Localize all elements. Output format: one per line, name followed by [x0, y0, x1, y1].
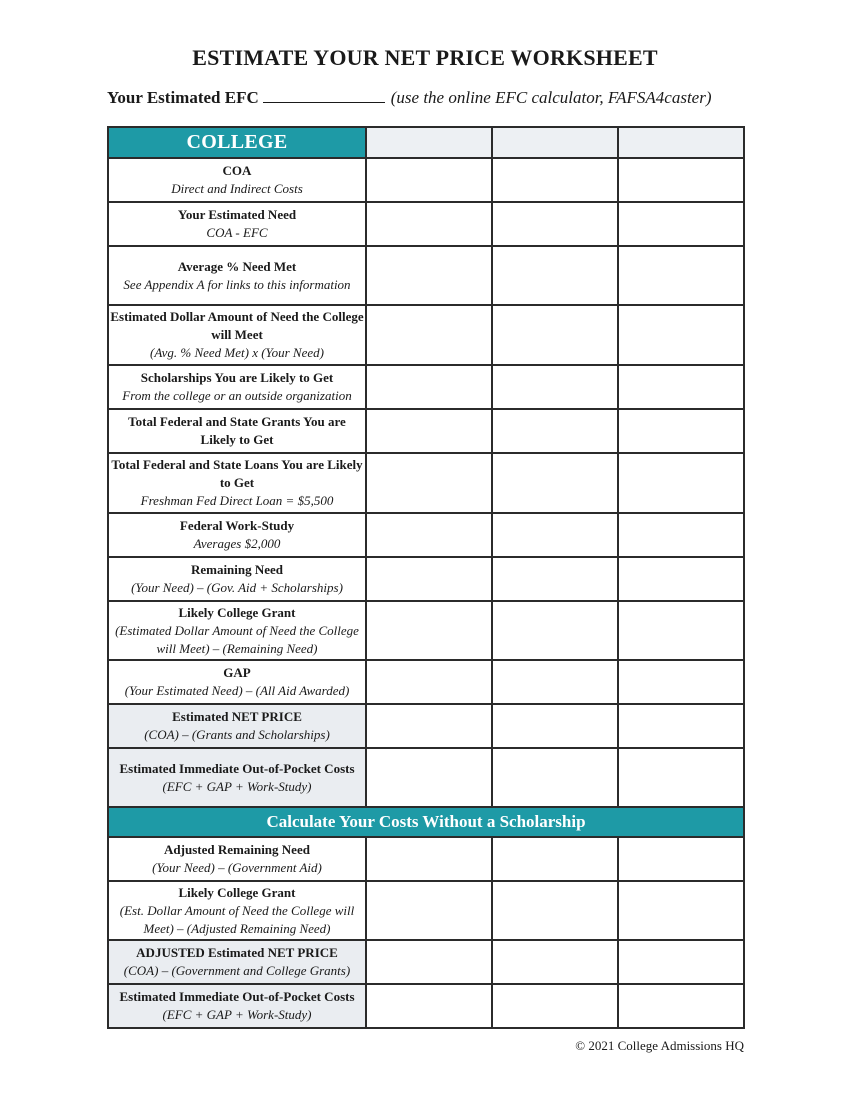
row-title: Federal Work-Study: [179, 518, 295, 533]
value-cell[interactable]: [492, 513, 618, 557]
row-label: [108, 365, 366, 409]
college-name-cell-2[interactable]: [492, 127, 618, 158]
section-header: Calculate Your Costs Without a Scholarship: [108, 807, 744, 837]
value-cell[interactable]: [618, 513, 744, 557]
value-cell[interactable]: [618, 158, 744, 202]
college-header: COLLEGE: [108, 127, 366, 158]
value-cell[interactable]: [366, 557, 492, 601]
value-cell[interactable]: [366, 748, 492, 807]
table-row: [108, 748, 744, 807]
row-title: Your Estimated Need: [177, 207, 297, 222]
copyright-notice: © 2021 College Admissions HQ: [575, 1038, 744, 1053]
row-label: [108, 984, 366, 1028]
row-label: [108, 940, 366, 984]
table-row: [108, 984, 744, 1028]
value-cell[interactable]: [492, 158, 618, 202]
row-subtitle: (Your Need) – (Gov. Aid + Scholarships): [131, 580, 343, 595]
value-cell[interactable]: [492, 365, 618, 409]
row-title: GAP: [223, 665, 251, 680]
table-row: [108, 837, 744, 881]
value-cell[interactable]: [492, 202, 618, 246]
worksheet-table: [107, 126, 745, 1029]
value-cell[interactable]: [492, 704, 618, 748]
value-cell[interactable]: [492, 984, 618, 1028]
row-subtitle: Freshman Fed Direct Loan = $5,500: [140, 493, 334, 508]
row-label: [108, 409, 366, 453]
row-label: [108, 704, 366, 748]
value-cell[interactable]: [618, 748, 744, 807]
table-row: [108, 453, 744, 513]
value-cell[interactable]: [366, 837, 492, 881]
value-cell[interactable]: [618, 305, 744, 365]
row-subtitle: (Est. Dollar Amount of Need the College will Meet) – (Adjusted Remaining Need): [119, 902, 355, 936]
row-label: [108, 513, 366, 557]
row-subtitle: (COA) – (Government and College Grants): [123, 963, 351, 978]
row-label: [108, 837, 366, 881]
efc-note: (use the online EFC calculator, FAFSA4caster): [390, 88, 712, 107]
value-cell[interactable]: [366, 305, 492, 365]
row-label: [108, 158, 366, 202]
row-title: Likely College Grant: [178, 604, 296, 620]
value-cell[interactable]: [366, 453, 492, 513]
row-label: [108, 305, 366, 365]
value-cell[interactable]: [492, 881, 618, 940]
table-header-row: [108, 127, 744, 158]
value-cell[interactable]: [366, 246, 492, 305]
table-row: [108, 660, 744, 704]
value-cell[interactable]: [618, 881, 744, 940]
value-cell[interactable]: [366, 601, 492, 660]
value-cell[interactable]: [492, 453, 618, 513]
row-subtitle: COA - EFC: [206, 225, 268, 240]
value-cell[interactable]: [618, 202, 744, 246]
row-label: [108, 748, 366, 807]
row-subtitle: (Avg. % Need Met) x (Your Need): [150, 345, 324, 360]
row-title: Total Federal and State Grants You are Likely to Get: [128, 414, 346, 447]
table-row: [108, 940, 744, 984]
value-cell[interactable]: [618, 365, 744, 409]
value-cell[interactable]: [492, 601, 618, 660]
row-title: Estimated Immediate Out-of-Pocket Costs: [119, 989, 355, 1004]
section-header-row: [108, 807, 744, 837]
value-cell[interactable]: [618, 660, 744, 704]
row-subtitle: (Estimated Dollar Amount of Need the College will Meet) – (Remaining Need): [115, 622, 359, 656]
row-label: [108, 246, 366, 305]
value-cell[interactable]: [366, 704, 492, 748]
value-cell[interactable]: [492, 557, 618, 601]
value-cell[interactable]: [492, 748, 618, 807]
value-cell[interactable]: [492, 660, 618, 704]
college-name-cell-1[interactable]: [366, 127, 492, 158]
row-subtitle: Direct and Indirect Costs: [171, 181, 303, 196]
row-subtitle: (EFC + GAP + Work-Study): [162, 1007, 312, 1022]
row-subtitle: (EFC + GAP + Work-Study): [162, 778, 312, 794]
table-row: [108, 601, 744, 660]
row-title: Estimated Immediate Out-of-Pocket Costs: [119, 760, 355, 776]
row-label: [108, 660, 366, 704]
efc-label: Your Estimated EFC: [107, 88, 259, 107]
table-row: [108, 557, 744, 601]
table-row: [108, 158, 744, 202]
value-cell[interactable]: [492, 837, 618, 881]
value-cell[interactable]: [618, 409, 744, 453]
value-cell[interactable]: [618, 984, 744, 1028]
table-row: [108, 409, 744, 453]
page-title: ESTIMATE YOUR NET PRICE WORKSHEET: [192, 45, 658, 70]
table-row: [108, 513, 744, 557]
value-cell[interactable]: [492, 305, 618, 365]
value-cell[interactable]: [618, 453, 744, 513]
value-cell[interactable]: [366, 984, 492, 1028]
value-cell[interactable]: [618, 837, 744, 881]
college-name-cell-3[interactable]: [618, 127, 744, 158]
table-row: [108, 881, 744, 940]
row-subtitle: (COA) – (Grants and Scholarships): [144, 727, 330, 742]
row-title: ADJUSTED Estimated NET PRICE: [136, 945, 338, 960]
row-label: [108, 557, 366, 601]
value-cell[interactable]: [366, 202, 492, 246]
value-cell[interactable]: [366, 158, 492, 202]
row-subtitle: (Your Need) – (Government Aid): [152, 860, 322, 875]
table-row: [108, 246, 744, 305]
value-cell[interactable]: [492, 246, 618, 305]
row-title: Likely College Grant: [178, 884, 296, 900]
row-label: [108, 453, 366, 513]
row-subtitle: See Appendix A for links to this information: [123, 276, 351, 292]
value-cell[interactable]: [618, 940, 744, 984]
row-title: Remaining Need: [190, 562, 284, 577]
value-cell[interactable]: [492, 940, 618, 984]
value-cell[interactable]: [618, 601, 744, 660]
row-label: [108, 601, 366, 660]
row-title: Estimated Dollar Amount of Need the College will Meet: [110, 309, 364, 342]
row-subtitle: From the college or an outside organization: [122, 388, 352, 403]
value-cell[interactable]: [618, 246, 744, 305]
table-row: [108, 365, 744, 409]
table-row: [108, 202, 744, 246]
row-title: Scholarships You are Likely to Get: [140, 370, 334, 385]
value-cell[interactable]: [366, 660, 492, 704]
value-cell[interactable]: [366, 513, 492, 557]
value-cell[interactable]: [366, 365, 492, 409]
row-title: Estimated NET PRICE: [172, 709, 302, 724]
value-cell[interactable]: [492, 409, 618, 453]
value-cell[interactable]: [366, 409, 492, 453]
row-label: [108, 881, 366, 940]
row-title: COA: [222, 163, 252, 178]
table-row: [108, 704, 744, 748]
row-title: Adjusted Remaining Need: [164, 842, 310, 857]
value-cell[interactable]: [366, 940, 492, 984]
row-title: Total Federal and State Loans You are Likely to Get: [111, 457, 363, 490]
table-row: [108, 305, 744, 365]
efc-line: [107, 88, 711, 108]
value-cell[interactable]: [618, 704, 744, 748]
value-cell[interactable]: [618, 557, 744, 601]
efc-blank-field[interactable]: [263, 88, 385, 103]
row-label: [108, 202, 366, 246]
row-subtitle: Averages $2,000: [193, 536, 281, 551]
row-title: Average % Need Met: [177, 258, 297, 274]
row-subtitle: (Your Estimated Need) – (All Aid Awarded): [124, 683, 350, 698]
value-cell[interactable]: [366, 881, 492, 940]
